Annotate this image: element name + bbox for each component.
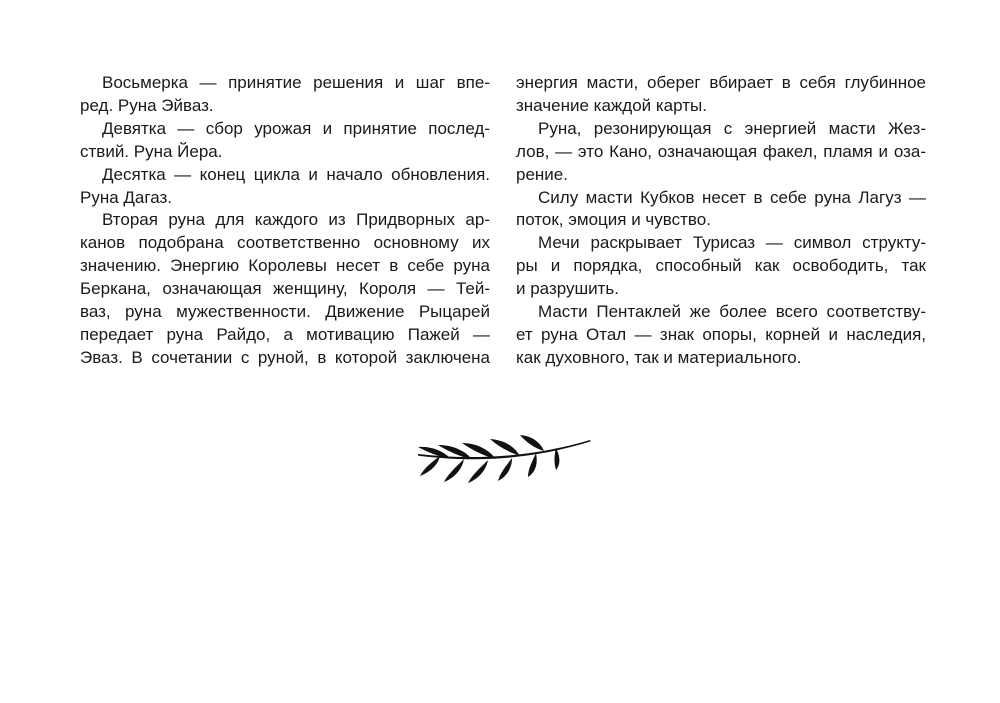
- text-line: Масти Пентаклей же более всего соответству-: [538, 302, 926, 322]
- text-line: Десятка — конец цикла и начало обновления.: [102, 164, 490, 184]
- text-line: Руна Дагаз.: [80, 187, 172, 207]
- text-line: ваз, руна мужественности. Движение Рыцарей: [80, 302, 490, 322]
- text-line: и разрушить.: [516, 279, 619, 299]
- text-line: ет руна Отал — знак опоры, корней и наследия,: [516, 324, 926, 344]
- text-line: как духовного, так и материального.: [516, 347, 802, 367]
- text-line: ры и порядка, способный как освободить, так: [516, 256, 926, 276]
- text-line: ред. Руна Эйваз.: [80, 95, 214, 115]
- text-line: значение каждой карты.: [516, 95, 707, 115]
- text-line: Восьмерка — принятие решения и шаг впе-: [102, 73, 490, 92]
- text-line: лов, — это Кано, означающая факел, пламя и оза-: [516, 141, 926, 161]
- text-line: энергия масти, оберег вбирает в себя глубинное: [516, 73, 926, 92]
- left-text-column: [80, 72, 490, 370]
- text-line: Эваз. В сочетании с руной, в которой заключена: [80, 347, 490, 367]
- text-line: Руна, резонирующая с энергией масти Жез-: [538, 118, 926, 138]
- text-line: значению. Энергию Королевы несет в себе руна: [80, 256, 490, 276]
- text-line: Беркана, означающая женщину, Короля — Тей-: [80, 279, 490, 299]
- text-line: канов подобрана соответственно основному их: [80, 233, 490, 253]
- text-line: Вторая руна для каждого из Придворных ар-: [102, 210, 490, 230]
- text-line: Силу масти Кубков несет в себе руна Лагуз —: [538, 187, 926, 207]
- text-line: передает руна Райдо, а мотивацию Пажей —: [80, 324, 490, 344]
- text-line: ствий. Руна Йера.: [80, 141, 223, 161]
- text-line: рение.: [516, 164, 568, 184]
- leaf-branch-icon: [410, 432, 595, 492]
- text-line: поток, эмоция и чувство.: [516, 210, 711, 230]
- text-line: Мечи раскрывает Турисаз — символ структу-: [538, 233, 926, 253]
- text-line: Девятка — сбор урожая и принятие послед-: [102, 118, 490, 138]
- right-text-column: [516, 72, 926, 370]
